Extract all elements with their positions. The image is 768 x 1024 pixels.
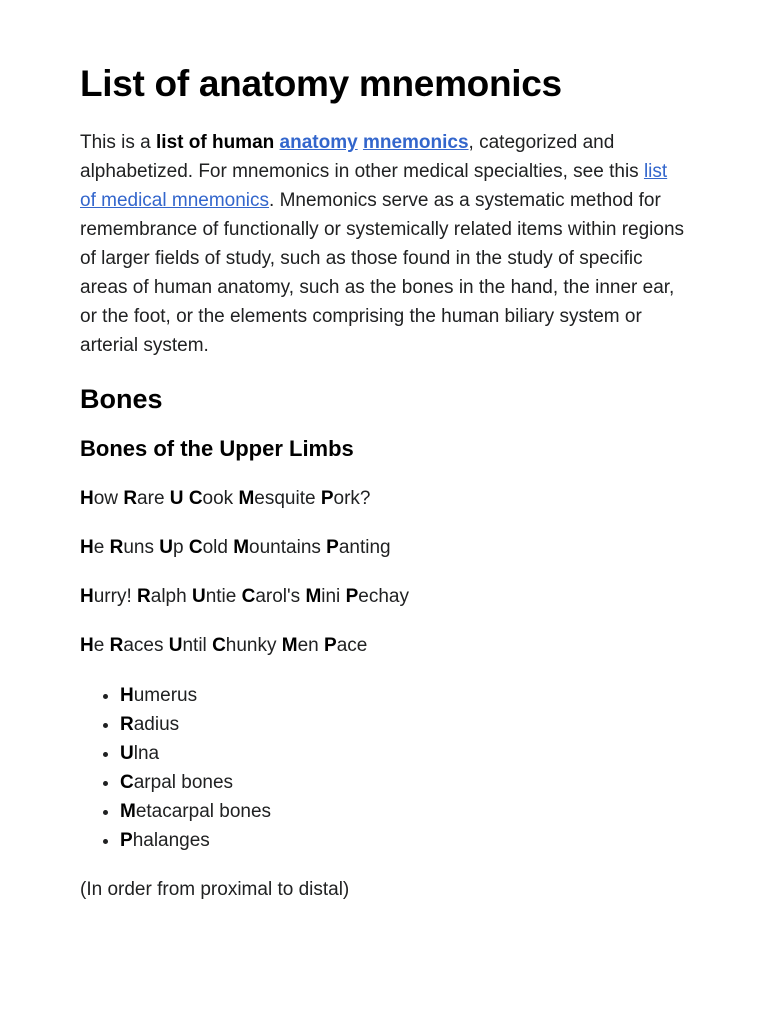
- mnemonic-word-rest: ork?: [333, 488, 371, 509]
- mnemonic-initial: U: [169, 488, 184, 509]
- mnemonic-initial: H: [80, 488, 94, 509]
- mnemonic-initial: R: [109, 635, 124, 656]
- bone-initial: C: [120, 772, 134, 793]
- mnemonic-word-rest: ntie: [205, 586, 242, 607]
- mnemonic-initial: M: [281, 635, 298, 656]
- mnemonic-line-2: [80, 535, 688, 561]
- bone-initial: R: [120, 714, 134, 735]
- mnemonic-list: [80, 486, 688, 659]
- bone-name-rest: adius: [133, 714, 180, 735]
- mnemonic-word-rest: arol's: [255, 586, 306, 607]
- bone-name-rest: arpal bones: [133, 772, 234, 793]
- mnemonic-word-rest: old: [202, 537, 234, 558]
- intro-middle: , categorized and alphabetized. For mnemonics in other medical specialties, see this: [80, 132, 644, 182]
- bone-initial: H: [120, 685, 134, 706]
- mnemonic-initial: P: [324, 635, 337, 656]
- mnemonic-initial: C: [188, 537, 203, 558]
- mnemonic-word-rest: ountains: [249, 537, 327, 558]
- mnemonics-link[interactable]: mnemonics: [362, 132, 469, 153]
- mnemonic-initial: R: [137, 586, 151, 607]
- mnemonic-word-rest: hunky: [225, 635, 282, 656]
- bone-name-rest: halanges: [132, 830, 210, 851]
- mnemonic-word-rest: aces: [123, 635, 169, 656]
- mnemonic-initial: P: [320, 488, 334, 509]
- mnemonic-word-rest: p: [172, 537, 189, 558]
- mnemonic-line-3: [80, 584, 688, 610]
- mnemonic-initial: C: [241, 586, 256, 607]
- mnemonic-line-1: [80, 486, 688, 512]
- intro-bold-text: list of human: [156, 132, 280, 153]
- mnemonic-word-rest: ini: [321, 586, 346, 607]
- anatomy-link[interactable]: anatomy: [279, 132, 358, 153]
- subsection-heading-upper-limbs: Bones of the Upper Limbs: [80, 436, 354, 461]
- mnemonic-word-rest: en: [297, 635, 325, 656]
- order-note: (In order from proximal to distal): [80, 879, 350, 900]
- mnemonic-word-rest: e: [93, 537, 110, 558]
- mnemonic-word-rest: anting: [338, 537, 391, 558]
- mnemonic-initial: U: [159, 537, 173, 558]
- mnemonic-word-rest: uns: [123, 537, 160, 558]
- mnemonic-initial: R: [123, 488, 138, 509]
- intro-paragraph: [80, 128, 688, 360]
- mnemonic-initial: H: [80, 586, 94, 607]
- bone-initial: U: [120, 743, 134, 764]
- mnemonic-initial: U: [191, 586, 206, 607]
- bone-initial: M: [120, 801, 136, 822]
- bone-initial: P: [120, 830, 133, 851]
- bone-name-rest: etacarpal bones: [135, 801, 272, 822]
- mnemonic-initial: M: [305, 586, 322, 607]
- mnemonic-initial: C: [212, 635, 226, 656]
- mnemonic-word-rest: are: [137, 488, 170, 509]
- list-item: [120, 768, 688, 797]
- mnemonic-word-rest: urry!: [93, 586, 138, 607]
- bone-list: [80, 681, 688, 855]
- mnemonic-word-rest: ace: [336, 635, 368, 656]
- list-item: [120, 710, 688, 739]
- medical-mnemonics-link[interactable]: list of medical mnemonics: [80, 161, 668, 211]
- mnemonic-initial: M: [238, 488, 255, 509]
- mnemonic-initial: H: [80, 537, 94, 558]
- mnemonic-word-rest: ntil: [182, 635, 213, 656]
- page-title: List of anatomy mnemonics: [80, 63, 562, 104]
- mnemonic-initial: P: [345, 586, 359, 607]
- mnemonic-initial: C: [188, 488, 203, 509]
- mnemonic-word-rest: echay: [358, 586, 409, 607]
- mnemonic-word-rest: alph: [150, 586, 192, 607]
- list-item: [120, 797, 688, 826]
- mnemonic-word-rest: ow: [93, 488, 124, 509]
- mnemonic-line-4: [80, 633, 688, 659]
- list-item: [120, 826, 688, 855]
- mnemonic-initial: R: [109, 537, 124, 558]
- mnemonic-word-rest: ook: [202, 488, 239, 509]
- bone-name-rest: lna: [133, 743, 160, 764]
- list-item: [120, 681, 688, 710]
- mnemonic-initial: U: [168, 635, 183, 656]
- mnemonic-initial: H: [80, 635, 94, 656]
- bone-name-rest: umerus: [133, 685, 198, 706]
- mnemonic-word-rest: esquite: [254, 488, 321, 509]
- list-item: [120, 739, 688, 768]
- intro-suffix: . Mnemonics serve as a systematic method for remembrance of functionally or systemically related items within regions of larger fields of study, such as those found in the study of specific areas of human anatomy, such as the bones in the hand, the inner ear, or the foot, or the elements comprising the human biliary system or arterial system.: [80, 190, 685, 356]
- intro-prefix: This is a: [80, 132, 157, 153]
- mnemonic-word-rest: e: [93, 635, 110, 656]
- mnemonic-initial: P: [326, 537, 339, 558]
- section-heading-bones: Bones: [80, 384, 163, 414]
- mnemonic-initial: M: [233, 537, 250, 558]
